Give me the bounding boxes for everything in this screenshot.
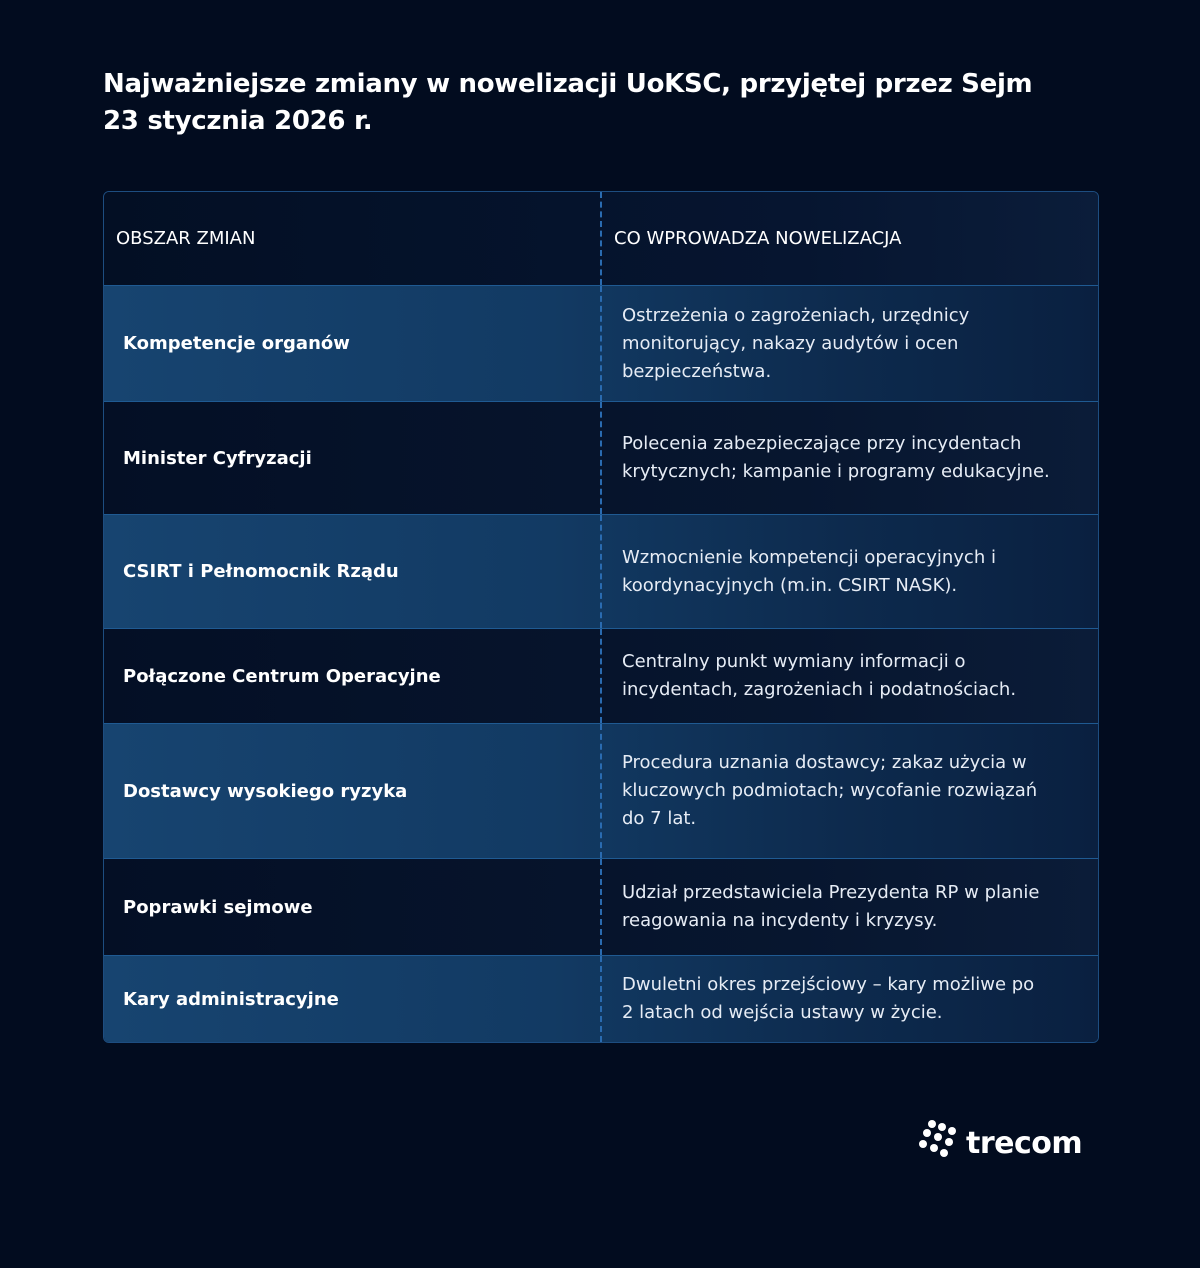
table-row (104, 723, 1098, 858)
column-header-description: CO WPROWADZA NOWELIZACJA (600, 192, 1098, 285)
row-area: Kary administracyjne (123, 988, 339, 1010)
table-header-row (104, 192, 1098, 285)
row-area: Poprawki sejmowe (123, 896, 313, 918)
page-title (103, 66, 1063, 140)
column-header-area: OBSZAR ZMIAN (116, 228, 256, 249)
row-area: Kompetencje organów (123, 333, 350, 354)
table-row (104, 514, 1098, 628)
title-line-2: 23 stycznia 2026 r. (103, 106, 373, 136)
table-row (104, 955, 1098, 1042)
row-description: Dwuletni okres przejściowy – kary możliwe po 2 latach od wejścia ustawy w życie. (600, 956, 1098, 1042)
row-area: CSIRT i Pełnomocnik Rządu (123, 561, 399, 582)
row-description: Procedura uznania dostawcy; zakaz użycia w kluczowych podmiotach; wycofanie rozwiązań do 7 lat. (600, 724, 1098, 858)
trecom-logo (918, 1118, 1082, 1164)
dots-logo-icon (918, 1118, 964, 1164)
row-description: Udział przedstawiciela Prezydenta RP w planie reagowania na incydenty i kryzysy. (600, 859, 1098, 955)
row-description: Wzmocnienie kompetencji operacyjnych i koordynacyjnych (m.in. CSIRT NASK). (600, 515, 1098, 628)
title-line-1: Najważniejsze zmiany w nowelizacji UoKSC, przyjętej przez Sejm (103, 69, 1033, 99)
logo-text: trecom (966, 1125, 1083, 1161)
table-row (104, 285, 1098, 401)
table-row (104, 628, 1098, 723)
row-area: Minister Cyfryzacji (123, 447, 312, 469)
table-row (104, 401, 1098, 514)
changes-table (103, 191, 1099, 1043)
row-description: Polecenia zabezpieczające przy incydentach krytycznych; kampanie i programy edukacyjne. (600, 402, 1098, 514)
row-area: Połączone Centrum Operacyjne (123, 665, 441, 687)
row-description: Ostrzeżenia o zagrożeniach, urzędnicy monitorujący, nakazy audytów i ocen bezpieczeństwa. (600, 286, 1098, 401)
row-area: Dostawcy wysokiego ryzyka (123, 780, 408, 802)
table-row (104, 858, 1098, 955)
row-description: Centralny punkt wymiany informacji o incydentach, zagrożeniach i podatnościach. (600, 629, 1098, 723)
